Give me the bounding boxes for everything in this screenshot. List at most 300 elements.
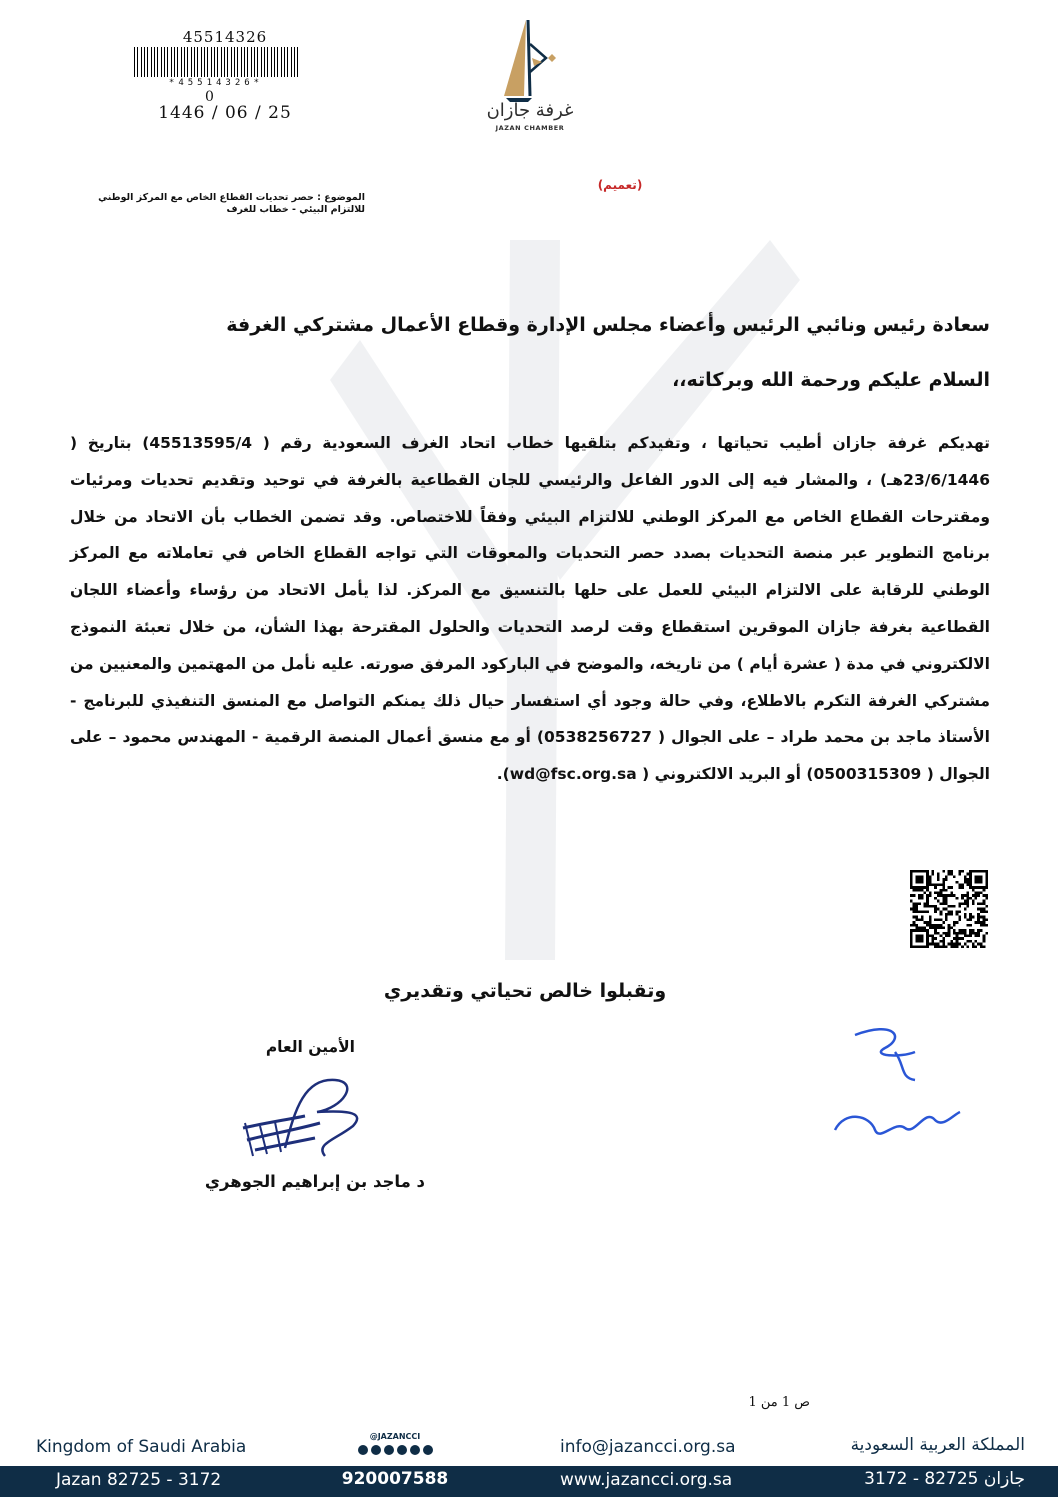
qr-module [942, 870, 945, 873]
barcode-digits: *45514326* [168, 78, 264, 88]
qr-module [918, 894, 921, 897]
barcode-bar [224, 47, 225, 77]
qr-module [983, 935, 986, 938]
barcode-bar [207, 47, 208, 77]
qr-module [958, 929, 961, 932]
barcode-bar [267, 47, 268, 77]
qr-module [926, 929, 929, 932]
qr-module [964, 943, 967, 946]
qr-module [910, 937, 913, 940]
qr-module [921, 918, 924, 921]
qr-module [956, 897, 959, 900]
subject-block [40, 192, 365, 216]
barcode-bar [291, 47, 292, 77]
qr-module [913, 870, 916, 873]
qr-module [942, 908, 945, 911]
qr-module [969, 873, 972, 876]
document-number: 45514326 [182, 28, 268, 46]
qr-module [950, 913, 953, 916]
barcode-bar [281, 47, 282, 77]
qr-module [958, 932, 961, 935]
qr-module [972, 900, 975, 903]
qr-module [977, 902, 980, 905]
qr-module [921, 945, 924, 948]
qr-module [923, 892, 926, 895]
qr-module [921, 910, 924, 913]
qr-module [929, 881, 932, 884]
qr-module [966, 897, 969, 900]
qr-module [932, 883, 935, 886]
qr-module [977, 932, 980, 935]
qr-module [915, 940, 918, 943]
barcode-bar [177, 47, 178, 77]
qr-module [983, 900, 986, 903]
qr-module [961, 883, 964, 886]
qr-module [945, 902, 948, 905]
qr-module [958, 870, 961, 873]
barcode [132, 47, 300, 77]
qr-module [942, 902, 945, 905]
qr-module [918, 875, 921, 878]
qr-module [913, 894, 916, 897]
qr-module [932, 905, 935, 908]
closing-line: وتقبلوا خالص تحياتي وتقديري [383, 980, 667, 1002]
qr-module [964, 935, 967, 938]
footer-website[interactable]: www.jazancci.org.sa [560, 1470, 733, 1490]
qr-module [934, 929, 937, 932]
qr-module [913, 902, 916, 905]
qr-module [918, 945, 921, 948]
qr-module [915, 924, 918, 927]
footer-address-en: Jazan 82725 - 3172 [56, 1470, 222, 1490]
qr-module [940, 913, 943, 916]
qr-module [923, 870, 926, 873]
barcode-bar [201, 47, 202, 77]
qr-module [940, 894, 943, 897]
barcode-bar [277, 47, 278, 77]
qr-module [910, 932, 913, 935]
qr-module [926, 873, 929, 876]
qr-module [918, 929, 921, 932]
qr-module [937, 945, 940, 948]
qr-module [958, 883, 961, 886]
qr-module [964, 881, 967, 884]
qr-module [977, 916, 980, 919]
qr-module [977, 943, 980, 946]
qr-module [948, 910, 951, 913]
qr-module [977, 878, 980, 881]
qr-module [942, 921, 945, 924]
qr-module [961, 937, 964, 940]
qr-module [929, 918, 932, 921]
qr-module [910, 924, 913, 927]
qr-module [983, 886, 986, 889]
footer-phone[interactable]: 920007588 [341, 1469, 449, 1489]
qr-module [953, 937, 956, 940]
barcode-bar [271, 47, 272, 77]
qr-module [915, 908, 918, 911]
qr-module [977, 929, 980, 932]
qr-module [966, 900, 969, 903]
barcode-bar [231, 47, 232, 77]
qr-module [934, 926, 937, 929]
barcode-bar [151, 47, 152, 77]
qr-module [975, 886, 978, 889]
qr-module [918, 940, 921, 943]
qr-module [966, 883, 969, 886]
qr-module [969, 935, 972, 938]
qr-module [975, 875, 978, 878]
qr-module [969, 897, 972, 900]
barcode-bar [244, 47, 245, 77]
barcode-bar [284, 47, 285, 77]
qr-module [964, 900, 967, 903]
qr-module [948, 894, 951, 897]
youtube-icon[interactable] [371, 1445, 381, 1455]
qr-module [921, 878, 924, 881]
qr-module [926, 932, 929, 935]
qr-module [942, 926, 945, 929]
qr-module [937, 924, 940, 927]
qr-module [948, 873, 951, 876]
qr-module [972, 943, 975, 946]
qr-module [945, 878, 948, 881]
qr-module [921, 881, 924, 884]
circular-label: (تعميم) [597, 178, 643, 192]
qr-module [942, 900, 945, 903]
qr-module [977, 921, 980, 924]
qr-module [953, 945, 956, 948]
qr-module [966, 873, 969, 876]
qr-module [921, 929, 924, 932]
qr-module [964, 929, 967, 932]
qr-module [969, 878, 972, 881]
qr-module [985, 883, 988, 886]
linkedin-icon[interactable] [423, 1445, 433, 1455]
qr-module [977, 886, 980, 889]
barcode-bar [261, 47, 262, 77]
qr-module [966, 894, 969, 897]
qr-module [915, 935, 918, 938]
qr-module [942, 883, 945, 886]
qr-module [969, 881, 972, 884]
qr-module [926, 905, 929, 908]
qr-module [932, 935, 935, 938]
qr-module [910, 908, 913, 911]
qr-module [932, 943, 935, 946]
qr-module [980, 929, 983, 932]
qr-module [983, 889, 986, 892]
qr-module [945, 945, 948, 948]
barcode-bar [174, 47, 175, 77]
qr-module [945, 935, 948, 938]
barcode-bar [254, 47, 255, 77]
qr-module [958, 910, 961, 913]
facebook-icon[interactable] [397, 1445, 407, 1455]
qr-module [953, 921, 956, 924]
qr-module [980, 881, 983, 884]
qr-module [985, 875, 988, 878]
qr-module [921, 870, 924, 873]
qr-module [915, 902, 918, 905]
qr-module [950, 894, 953, 897]
qr-module [948, 870, 951, 873]
qr-module [972, 945, 975, 948]
qr-module [956, 937, 959, 940]
qr-module [961, 886, 964, 889]
qr-module [975, 935, 978, 938]
qr-module [929, 905, 932, 908]
qr-module [964, 916, 967, 919]
qr-module [953, 894, 956, 897]
qr-module [969, 883, 972, 886]
qr-module [969, 875, 972, 878]
qr-module [975, 881, 978, 884]
qr-module [913, 921, 916, 924]
qr-module [929, 943, 932, 946]
qr-module [983, 945, 986, 948]
qr-module [983, 910, 986, 913]
qr-module [964, 932, 967, 935]
qr-module [948, 943, 951, 946]
barcode-bar [137, 47, 138, 77]
qr-module [910, 894, 913, 897]
qr-module [972, 932, 975, 935]
instagram-icon[interactable] [384, 1445, 394, 1455]
qr-module [942, 937, 945, 940]
subject-line: الموضوع : حصر تحديات القطاع الخاص مع المركز الوطني [98, 192, 365, 203]
qr-module [915, 926, 918, 929]
barcode-bar [274, 47, 275, 77]
qr-module [985, 924, 988, 927]
qr-module [966, 892, 969, 895]
qr-module [910, 873, 913, 876]
qr-module [977, 913, 980, 916]
qr-module [932, 873, 935, 876]
qr-module [985, 932, 988, 935]
qr-module [913, 929, 916, 932]
qr-module [942, 943, 945, 946]
qr-module [929, 924, 932, 927]
qr-module [934, 943, 937, 946]
qr-module [945, 875, 948, 878]
qr-module [910, 878, 913, 881]
qr-module [923, 921, 926, 924]
qr-module [923, 910, 926, 913]
qr-module [966, 878, 969, 881]
qr-module [969, 918, 972, 921]
qr-module [915, 875, 918, 878]
qr-module [932, 926, 935, 929]
qr-module [915, 878, 918, 881]
qr-module [958, 902, 961, 905]
qr-module [956, 945, 959, 948]
qr-module [913, 924, 916, 927]
qr-module [977, 881, 980, 884]
qr-module [985, 910, 988, 913]
barcode-bar [197, 47, 198, 77]
barcode-bar [167, 47, 168, 77]
qr-module [942, 932, 945, 935]
qr-module [980, 945, 983, 948]
qr-module [975, 921, 978, 924]
qr-module [948, 932, 951, 935]
qr-module [980, 943, 983, 946]
social-icons [350, 1445, 440, 1455]
qr-module [934, 892, 937, 895]
qr-module [921, 937, 924, 940]
barcode-bar [211, 47, 212, 77]
qr-module [969, 932, 972, 935]
qr-module [929, 935, 932, 938]
qr-module [985, 897, 988, 900]
qr-module [929, 916, 932, 919]
page-number: ص 1 من 1 [748, 1395, 810, 1410]
qr-module [913, 889, 916, 892]
qr-module [913, 905, 916, 908]
x-twitter-icon[interactable] [410, 1445, 420, 1455]
qr-module [934, 924, 937, 927]
qr-module [985, 886, 988, 889]
qr-module [926, 940, 929, 943]
qr-module [937, 875, 940, 878]
qr-module [926, 878, 929, 881]
snapchat-icon[interactable] [358, 1445, 368, 1455]
qr-module [950, 926, 953, 929]
qr-module [945, 889, 948, 892]
barcode-bar [147, 47, 148, 77]
qr-module [915, 870, 918, 873]
qr-module [966, 902, 969, 905]
qr-module [980, 910, 983, 913]
qr-module [942, 878, 945, 881]
qr-module [940, 935, 943, 938]
footer-email[interactable]: info@jazancci.org.sa [560, 1437, 736, 1457]
initials-signature-icon [825, 1020, 970, 1155]
qr-module [915, 886, 918, 889]
qr-module [945, 918, 948, 921]
qr-module [964, 875, 967, 878]
footer-address-ar: جازان 82725 - 3172 [864, 1469, 1025, 1489]
qr-module [923, 905, 926, 908]
qr-module [961, 929, 964, 932]
qr-module [977, 892, 980, 895]
qr-module [956, 932, 959, 935]
qr-module [953, 943, 956, 946]
qr-module [966, 918, 969, 921]
qr-module [926, 870, 929, 873]
barcode-bar [157, 47, 158, 77]
qr-module [985, 881, 988, 884]
qr-module [921, 926, 924, 929]
qr-module [937, 883, 940, 886]
qr-module [975, 870, 978, 873]
qr-module [958, 886, 961, 889]
qr-module [961, 945, 964, 948]
qr-module [958, 905, 961, 908]
qr-module [985, 905, 988, 908]
qr-module [945, 908, 948, 911]
qr-module [948, 886, 951, 889]
qr-module [921, 916, 924, 919]
barcode-bar [191, 47, 192, 77]
qr-module [950, 945, 953, 948]
qr-module [983, 908, 986, 911]
qr-module [980, 916, 983, 919]
qr-module [983, 921, 986, 924]
qr-module [934, 897, 937, 900]
barcode-bar [214, 47, 215, 77]
footer-country-ar: المملكة العربية السعودية [850, 1435, 1025, 1455]
qr-module [926, 910, 929, 913]
qr-module [980, 902, 983, 905]
qr-module [969, 886, 972, 889]
qr-module [977, 870, 980, 873]
qr-module [964, 878, 967, 881]
qr-module [918, 918, 921, 921]
qr-module [977, 894, 980, 897]
qr-module [975, 892, 978, 895]
qr-module [910, 870, 913, 873]
qr-module [956, 881, 959, 884]
qr-code[interactable] [910, 870, 988, 948]
qr-module [934, 910, 937, 913]
qr-module [948, 924, 951, 927]
subject-line: للالتزام البيئي - خطاب للغرف [226, 204, 365, 215]
qr-module [975, 932, 978, 935]
qr-module [950, 940, 953, 943]
qr-module [966, 935, 969, 938]
qr-module [918, 897, 921, 900]
qr-module [929, 892, 932, 895]
barcode-bar [247, 47, 248, 77]
qr-module [940, 892, 943, 895]
qr-module [958, 918, 961, 921]
barcode-bar [181, 47, 182, 77]
qr-module [921, 886, 924, 889]
qr-module [983, 916, 986, 919]
barcode-bar [234, 47, 235, 77]
qr-module [969, 929, 972, 932]
qr-module [972, 894, 975, 897]
qr-module [983, 902, 986, 905]
qr-module [972, 929, 975, 932]
qr-module [948, 926, 951, 929]
qr-module [910, 929, 913, 932]
qr-module [918, 902, 921, 905]
qr-module [940, 940, 943, 943]
qr-module [910, 943, 913, 946]
barcode-bar [294, 47, 295, 77]
qr-module [926, 875, 929, 878]
qr-module [929, 921, 932, 924]
qr-module [956, 935, 959, 938]
qr-module [966, 924, 969, 927]
qr-module [918, 926, 921, 929]
qr-module [910, 875, 913, 878]
barcode-bar [161, 47, 162, 77]
qr-module [958, 916, 961, 919]
qr-module [940, 918, 943, 921]
qr-module [953, 929, 956, 932]
qr-module [940, 910, 943, 913]
qr-module [985, 873, 988, 876]
qr-module [915, 905, 918, 908]
qr-module [940, 902, 943, 905]
qr-module [980, 924, 983, 927]
qr-module [942, 945, 945, 948]
qr-module [953, 905, 956, 908]
